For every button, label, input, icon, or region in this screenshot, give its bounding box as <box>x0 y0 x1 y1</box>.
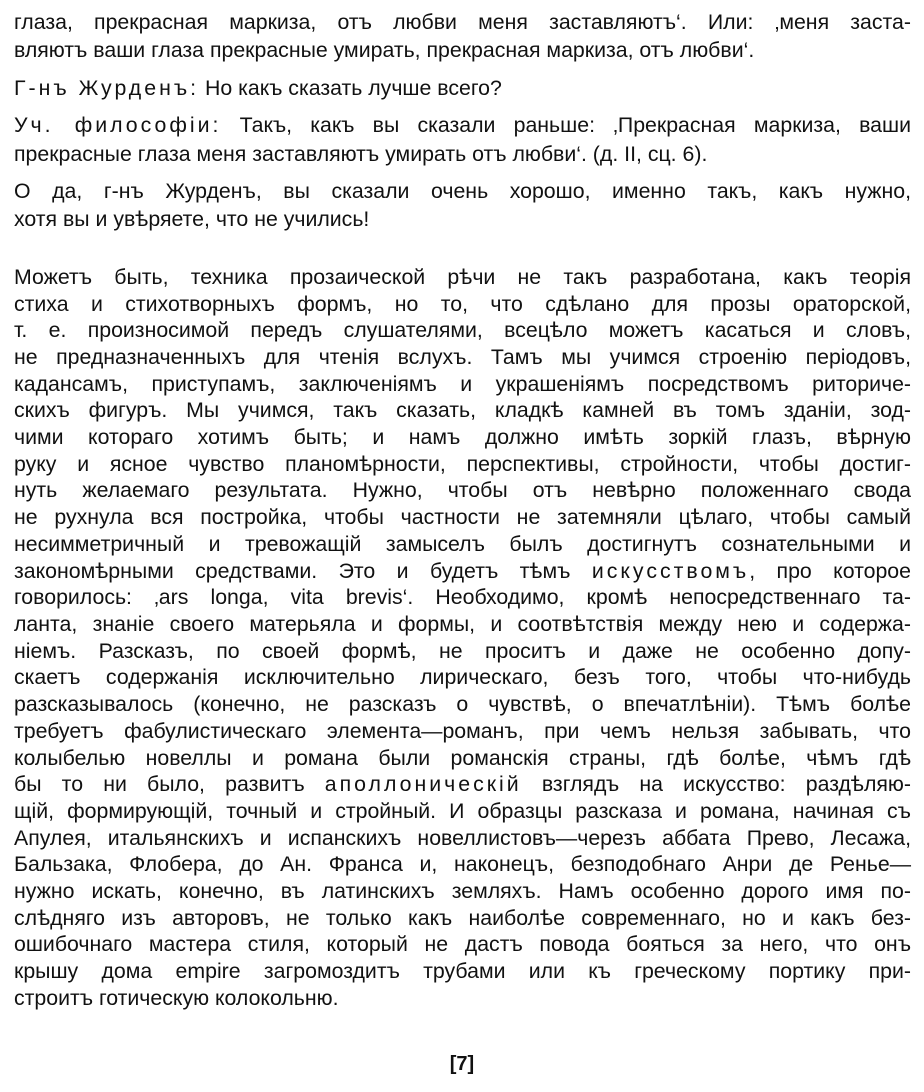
dialogue-paragraph <box>14 74 911 102</box>
spaced-emphasis: искусствомъ <box>591 558 750 583</box>
text-line: говорилось: ‚ars longa, vita brevis‘. Необходимо, кромѣ непосредственнаго та- <box>14 585 911 610</box>
text-line: скаетъ содержанія исключительно лирическаго, безъ того, чтобы что-нибудь <box>14 665 911 690</box>
text-line: крышу дома empire загромоздитъ трубами или къ греческому портику при- <box>14 959 911 984</box>
text-line: Уч. философіи: Такъ, какъ вы сказали раньше: ‚Прекрасная маркиза, ваши <box>14 113 912 138</box>
text-line: не рухнула вся постройка, чтобы частности не затемняли цѣлаго, чтобы самый <box>14 505 911 530</box>
text-line: нужно искать, конечно, въ латинскихъ земляхъ. Намъ особенно дорого имя по- <box>14 879 911 904</box>
dialogue-section <box>14 8 911 234</box>
text-line: щій, формирующій, точный и стройный. И образцы разсказа и романа, начиная съ <box>14 798 911 823</box>
speaker-name: Г-нъ Журденъ: <box>14 75 200 100</box>
text-line: несимметричный и тревожащій замыселъ былъ достигнутъ сознательными и <box>14 531 911 556</box>
text-line: слѣдняго изъ авторовъ, не только какъ наиболѣе современнаго, но и какъ без- <box>14 905 911 930</box>
text-line: Апулея, итальянскихъ и испанскихъ новеллистовъ—черезъ аббата Прево, Лесажа, <box>14 825 911 850</box>
page <box>14 8 911 1012</box>
text-line: закономѣрными средствами. Это и будетъ тѣмъ искусствомъ, про которое <box>14 558 911 583</box>
text-line: требуетъ фабулистическаго элемента—романъ, при чемъ нельзя забывать, что <box>14 718 911 743</box>
text-line: ланта, знаніе своего матерьяла и формы, и соотвѣтствія между нею и содержа- <box>14 611 911 636</box>
text-line: колыбелью новеллы и романа были романскія страны, гдѣ болѣе, чѣмъ гдѣ <box>14 745 911 770</box>
text-line: руку и ясное чувство планомѣрности, перспективы, стройности, чтобы достиг- <box>14 451 911 476</box>
text-line: не предназначенныхъ для чтенія вслухъ. Тамъ мы учимся строенію періодовъ, <box>14 344 911 369</box>
text-line: нуть желаемаго результата. Нужно, чтобы отъ невѣрно положеннаго свода <box>14 478 911 503</box>
text-line: т. е. произносимой передъ слушателями, всецѣло можетъ касаться и словъ, <box>14 318 911 343</box>
text-line: прекрасные глаза меня заставляютъ умирать отъ любви‘. (д. II, сц. 6). <box>14 141 708 166</box>
text-line: ошибочнаго мастера стиля, который не дастъ повода бояться за него, что онъ <box>14 932 911 957</box>
text-line: хотя вы и увѣряете, что не учились! <box>14 207 370 232</box>
dialogue-paragraph <box>14 177 911 234</box>
text-line: глаза, прекрасная маркиза, отъ любви меня заставляютъ‘. Или: ‚меня заста- <box>14 10 911 34</box>
text-line: Г-нъ Журденъ: Но какъ сказать лучше всего? <box>14 75 502 100</box>
text-line: строитъ готическую колокольню. <box>14 985 339 1010</box>
text-line: Можетъ быть, техника прозаической рѣчи не такъ разработана, какъ теорія <box>14 264 911 289</box>
text-line: стиха и стихотворныхъ формъ, но то, что сдѣлано для прозы ораторской, <box>14 291 911 316</box>
dialogue-paragraph <box>14 111 911 168</box>
text-line: кадансамъ, приступамъ, заключеніямъ и украшеніямъ посредствомъ риториче- <box>14 371 911 396</box>
page-number: [7] <box>449 1053 475 1075</box>
dialogue-paragraph <box>14 8 911 65</box>
spaced-emphasis: аполлоническій <box>324 772 522 797</box>
text-line: разсказывалось (конечно, не разсказъ о чувствѣ, о впечатлѣніи). Тѣмъ болѣе <box>14 692 911 717</box>
text-line: скихъ фигуръ. Мы учимся, такъ сказать, кладкѣ камней въ томъ зданіи, зод- <box>14 398 911 423</box>
text-line: бы то ни было, развитъ аполлоническій взглядъ на искусство: раздѣляю- <box>14 772 911 797</box>
main-paragraph <box>14 264 911 1012</box>
text-line: вляютъ ваши глаза прекрасные умирать, прекрасная маркиза, отъ любви‘. <box>14 38 755 63</box>
text-line: Бальзака, Флобера, до Ан. Франса и, наконецъ, безподобнаго Анри де Ренье— <box>14 852 911 877</box>
speaker-name: Уч. философіи: <box>14 113 222 138</box>
text-line: О да, г-нъ Журденъ, вы сказали очень хорошо, именно такъ, какъ нужно, <box>14 179 911 204</box>
text-line: ніемъ. Разсказъ, по своей формѣ, не проситъ и даже не особенно допу- <box>14 638 911 663</box>
text-line: чими котораго хотимъ быть; и намъ должно имѣть зоркій глазъ, вѣрную <box>14 425 911 450</box>
